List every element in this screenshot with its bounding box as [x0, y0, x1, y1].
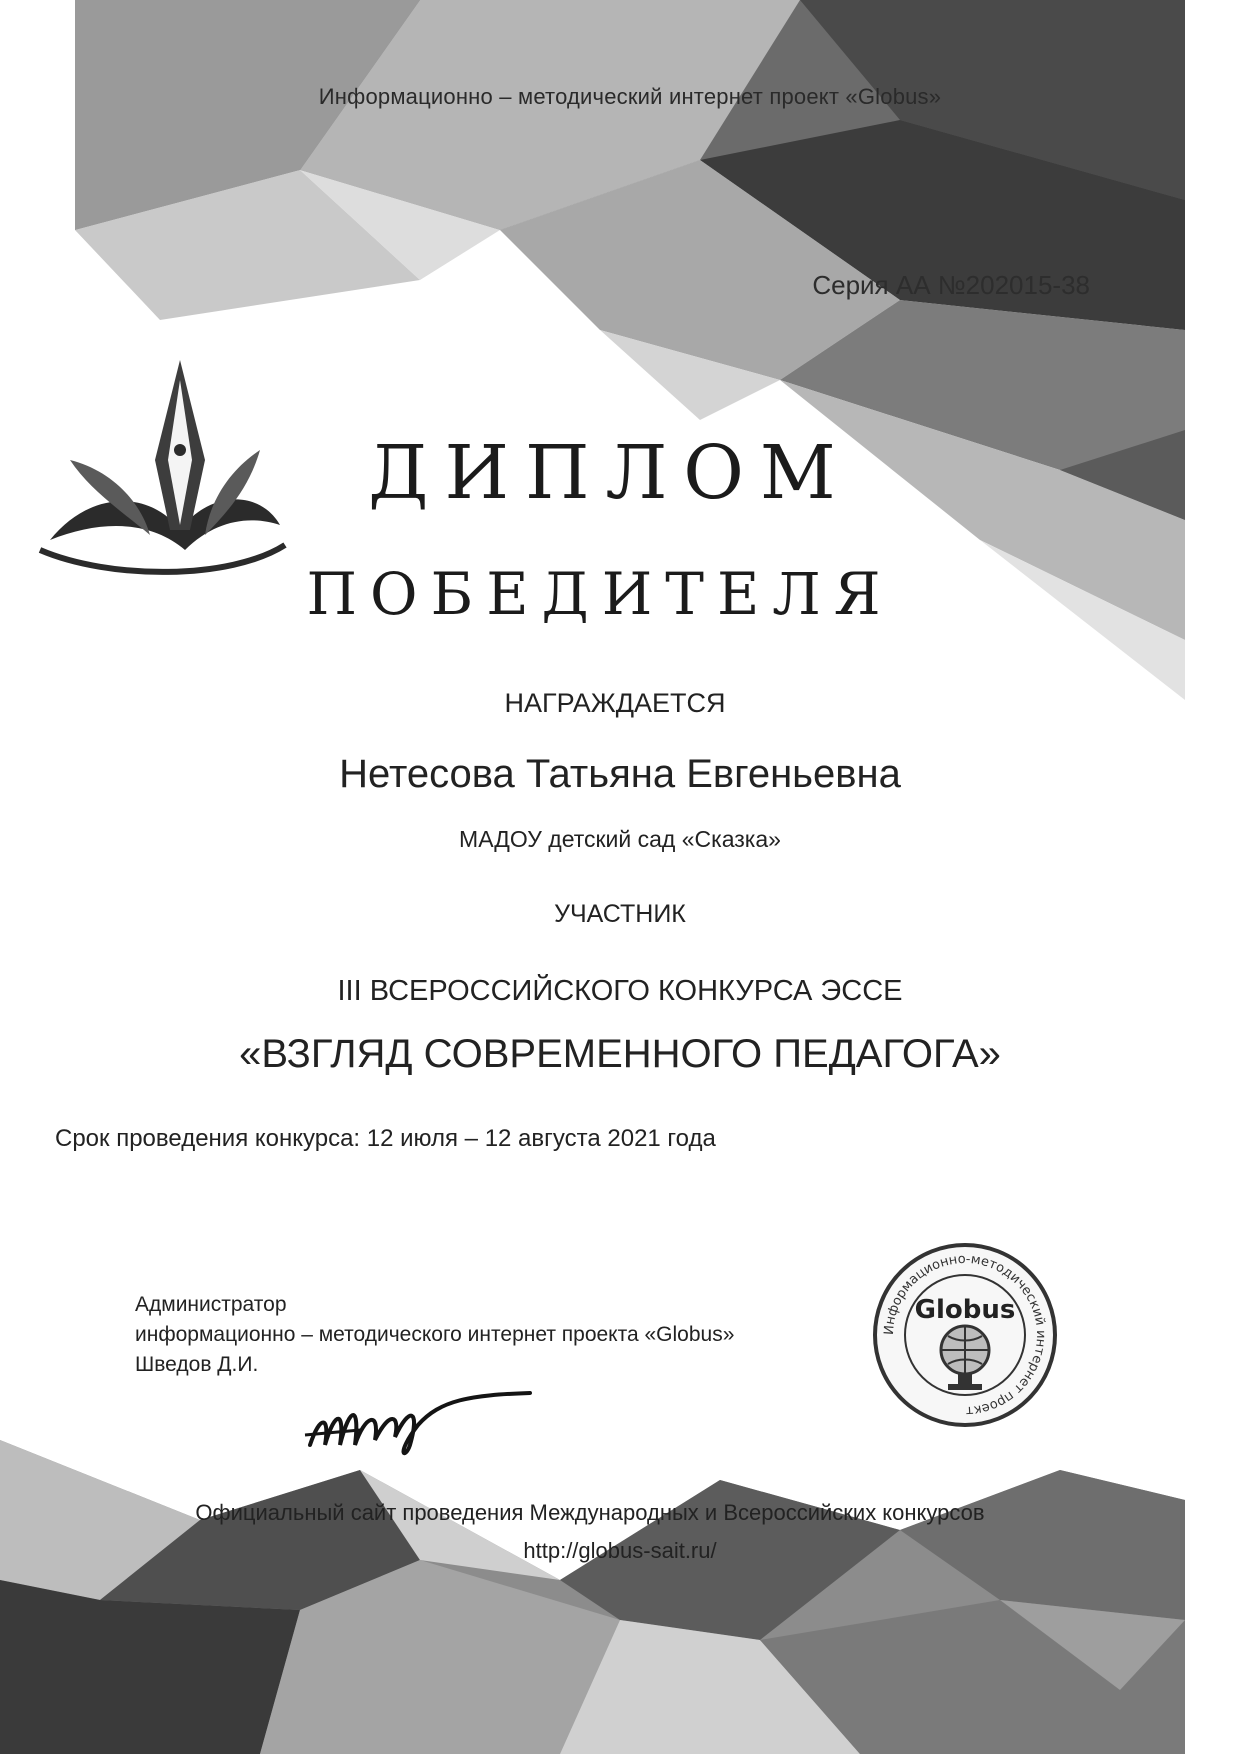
contest-name-line1: III ВСЕРОССИЙСКОГО КОНКУРСА ЭССЕ	[337, 975, 903, 1007]
serial-number: Серия АА №202015-38	[812, 270, 1090, 300]
admin-block	[135, 1290, 855, 1380]
participant-role: УЧАСТНИК	[554, 900, 686, 928]
seal-ring-text: Информационно-методический интернет проект	[881, 1251, 1049, 1419]
contest-name-line2: «ВЗГЛЯД СОВРЕМЕННОГО ПЕДАГОГА»	[239, 1032, 1001, 1076]
awarded-label: НАГРАЖДАЕТСЯ	[504, 688, 726, 718]
footer-official-site: Официальный сайт проведения Международных и Всероссийских конкурсов	[195, 1500, 985, 1525]
contest-dates: Срок проведения конкурса: 12 июля – 12 августа 2021 года	[55, 1125, 716, 1152]
seal-center-text: Globus	[914, 1295, 1016, 1325]
admin-title: Администратор	[135, 1293, 287, 1316]
organization-name: МАДОУ детский сад «Сказка»	[459, 826, 781, 852]
footer-url: http://globus-sait.ru/	[523, 1538, 717, 1563]
diploma-title: ДИПЛОМ	[368, 430, 852, 516]
globus-seal-icon	[870, 1240, 1060, 1430]
project-header-line: Информационно – методический интернет проект «Globus»	[318, 84, 942, 109]
recipient-name: Нетесова Татьяна Евгеньевна	[339, 752, 901, 796]
diploma-subtitle: ПОБЕДИТЕЛЯ	[306, 560, 894, 628]
admin-project: информационно – методического интернет проекта «Globus»	[135, 1323, 735, 1346]
admin-name: Шведов Д.И.	[135, 1353, 259, 1376]
signature-icon	[300, 1375, 540, 1465]
pen-nib-book-emblem-icon	[30, 340, 290, 600]
